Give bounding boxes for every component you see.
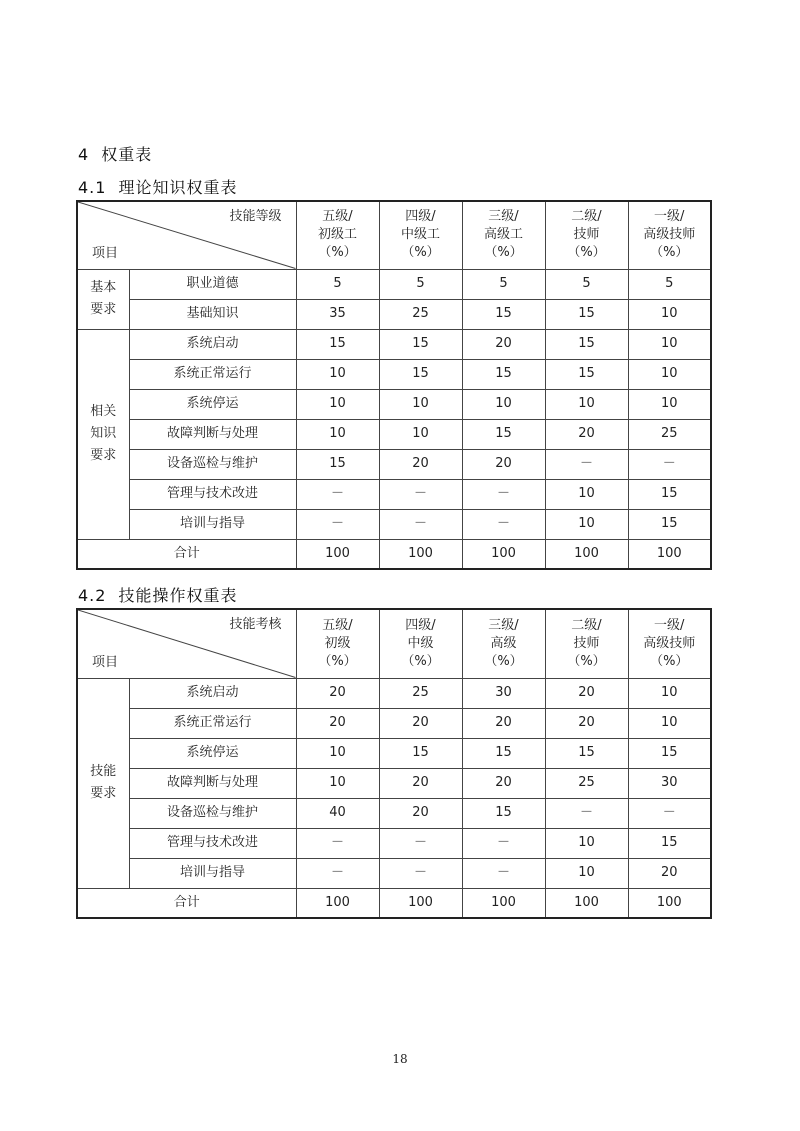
weight-value: － [296,479,379,509]
level-header-line: （%） [484,653,523,669]
weight-value: 15 [545,738,628,768]
weight-value: 10 [296,389,379,419]
table-row [77,509,711,539]
weight-value: 10 [379,419,462,449]
table1-heading [78,175,237,198]
weight-value: 20 [379,768,462,798]
weight-value: － [462,858,545,888]
diagonal-header-label: 技能考核 [229,617,282,632]
level-header-line: 一级/ [654,617,685,633]
level-header-line: （%） [567,245,606,261]
weight-value: 10 [628,329,711,359]
weight-value: 15 [545,329,628,359]
weight-value: 10 [545,828,628,858]
item-name: 系统启动 [129,329,296,359]
total-value: 100 [296,888,379,918]
level-header-line: （%） [484,245,523,261]
level-header [296,201,379,269]
weight-value: 30 [462,678,545,708]
weight-value: 15 [628,479,711,509]
weight-value: 10 [545,389,628,419]
level-header-line: （%） [567,653,606,669]
weight-value: 5 [545,269,628,299]
weight-value: 15 [628,509,711,539]
level-header-line: （%） [318,653,357,669]
weight-value: － [462,479,545,509]
table-row [77,419,711,449]
level-header-line: 四级/ [405,617,436,633]
header-row [77,201,711,269]
level-header-line: （%） [401,653,440,669]
weight-value: 5 [379,269,462,299]
level-header-line: 高级 [490,635,517,651]
weight-value: 20 [379,798,462,828]
level-header-line: 五级/ [322,617,353,633]
weight-value: 15 [462,419,545,449]
weight-value: 5 [296,269,379,299]
group-label-line: 要求 [90,448,117,463]
weight-value: 10 [628,359,711,389]
weight-value: 10 [379,389,462,419]
item-name: 管理与技术改进 [129,828,296,858]
level-header-line: 三级/ [488,617,519,633]
level-header-line: 初级 [324,635,351,651]
weight-value: － [628,449,711,479]
level-header-line: 高级技师 [643,635,696,651]
level-header-line: （%） [318,245,357,261]
diagonal-header-label: 技能等级 [229,209,282,224]
weight-value: 10 [545,858,628,888]
weight-value: 20 [462,768,545,798]
section-number: 4 [78,145,90,164]
weight-value: 15 [545,359,628,389]
weight-value: － [545,798,628,828]
total-value: 100 [379,888,462,918]
group-label-line: 要求 [90,786,117,801]
table-row [77,798,711,828]
total-value: 100 [462,539,545,569]
weight-value: 10 [296,359,379,389]
item-name: 系统正常运行 [129,359,296,389]
row-header-label: 项目 [92,654,119,670]
weight-value: 20 [462,708,545,738]
level-header-line: 四级/ [405,209,436,225]
level-header [379,201,462,269]
weight-value: 10 [296,419,379,449]
level-header-line: （%） [650,245,689,261]
total-value: 100 [628,888,711,918]
weight-value: 10 [296,768,379,798]
total-row [77,888,711,918]
weight-value: 15 [379,738,462,768]
total-value: 100 [545,888,628,918]
weight-value: － [379,509,462,539]
table-row [77,359,711,389]
section-title: 权重表 [101,145,153,164]
level-header-line: （%） [401,245,440,261]
level-header-line: （%） [650,653,689,669]
weight-value: 20 [462,329,545,359]
weight-value: 25 [379,678,462,708]
weight-value: 20 [379,708,462,738]
level-header-line: 一级/ [654,209,685,225]
weight-value: 20 [462,449,545,479]
weight-value: 25 [545,768,628,798]
item-name: 职业道德 [129,269,296,299]
weight-value: 15 [545,299,628,329]
level-header [545,201,628,269]
weight-value: － [462,828,545,858]
weight-value: 10 [628,389,711,419]
group-label [77,678,129,888]
total-row [77,539,711,569]
weight-value: － [462,509,545,539]
weight-value: 20 [628,858,711,888]
weight-value: － [296,509,379,539]
weight-value: 15 [628,828,711,858]
table-row [77,678,711,708]
weight-value: 15 [296,329,379,359]
level-header-line: 二级/ [571,617,602,633]
total-value: 100 [545,539,628,569]
total-label: 合计 [77,888,296,918]
level-header-line: 二级/ [571,209,602,225]
weight-value: 15 [462,798,545,828]
weight-value: 15 [462,738,545,768]
total-value: 100 [462,888,545,918]
weight-value: 20 [296,708,379,738]
table2-title: 技能操作权重表 [118,586,238,605]
level-header-line: 中级 [407,635,434,651]
table-row [77,858,711,888]
skill-weight-table [76,608,712,919]
weight-value: 20 [379,449,462,479]
weight-value: － [628,798,711,828]
weight-value: 10 [296,738,379,768]
table-row [77,269,711,299]
table-row [77,768,711,798]
table1-title: 理论知识权重表 [118,178,238,197]
weight-value: 10 [545,479,628,509]
level-header-line: 初级工 [317,227,357,243]
weight-value: 35 [296,299,379,329]
total-value: 100 [296,539,379,569]
weight-value: 20 [545,419,628,449]
table1-number: 4.1 [78,178,107,197]
total-value: 100 [379,539,462,569]
weight-value: 15 [379,329,462,359]
weight-value: 10 [628,708,711,738]
item-name: 基础知识 [129,299,296,329]
weight-value: 5 [462,269,545,299]
item-name: 培训与指导 [129,858,296,888]
weight-value: 15 [462,359,545,389]
weight-value: 20 [545,708,628,738]
level-header [379,609,462,678]
level-header-line: 中级工 [400,227,440,243]
weight-value: 5 [628,269,711,299]
item-name: 系统正常运行 [129,708,296,738]
weight-value: 30 [628,768,711,798]
item-name: 培训与指导 [129,509,296,539]
diagonal-header-cell [77,201,296,269]
group-label-line: 基本 [90,280,117,295]
group-label-line: 知识 [90,426,117,441]
level-header [462,201,545,269]
weight-value: 15 [296,449,379,479]
weight-value: 15 [462,299,545,329]
table-row [77,738,711,768]
group-label-line: 相关 [90,404,117,419]
weight-value: － [379,828,462,858]
group-label-line: 技能 [90,764,117,779]
table-row [77,449,711,479]
level-header-line: 五级/ [322,209,353,225]
weight-value: 25 [379,299,462,329]
item-name: 设备巡检与维护 [129,798,296,828]
item-name: 系统停运 [129,389,296,419]
theory-weight-table [76,200,712,570]
weight-value: － [379,858,462,888]
weight-value: 10 [545,509,628,539]
weight-value: 40 [296,798,379,828]
level-header [545,609,628,678]
weight-value: 25 [628,419,711,449]
level-header-line: 技师 [573,227,600,243]
level-header [296,609,379,678]
table-row [77,299,711,329]
group-label [77,269,129,329]
total-label: 合计 [77,539,296,569]
weight-value: 10 [462,389,545,419]
table-row [77,389,711,419]
level-header-line: 高级技师 [643,227,696,243]
table-row [77,708,711,738]
item-name: 故障判断与处理 [129,768,296,798]
item-name: 系统启动 [129,678,296,708]
section-heading [78,142,152,165]
table2-number: 4.2 [78,586,107,605]
group-label-line: 要求 [90,302,117,317]
weight-value: 10 [628,299,711,329]
level-header-line: 三级/ [488,209,519,225]
table-row [77,479,711,509]
weight-value: 15 [379,359,462,389]
level-header-line: 技师 [573,635,600,651]
row-header-label: 项目 [92,245,119,261]
weight-value: 20 [545,678,628,708]
weight-value: － [379,479,462,509]
level-header [628,609,711,678]
table-row [77,828,711,858]
weight-value: 20 [296,678,379,708]
level-header [462,609,545,678]
weight-value: 10 [628,678,711,708]
group-label [77,329,129,539]
total-value: 100 [628,539,711,569]
level-header-line: 高级工 [483,227,523,243]
page-number: 18 [392,1052,408,1066]
table-row [77,329,711,359]
item-name: 管理与技术改进 [129,479,296,509]
weight-value: 15 [628,738,711,768]
header-row [77,609,711,678]
item-name: 设备巡检与维护 [129,449,296,479]
item-name: 系统停运 [129,738,296,768]
table2-heading [78,583,237,606]
item-name: 故障判断与处理 [129,419,296,449]
weight-value: － [545,449,628,479]
diagonal-header-cell [77,609,296,678]
weight-value: － [296,858,379,888]
weight-value: － [296,828,379,858]
level-header [628,201,711,269]
